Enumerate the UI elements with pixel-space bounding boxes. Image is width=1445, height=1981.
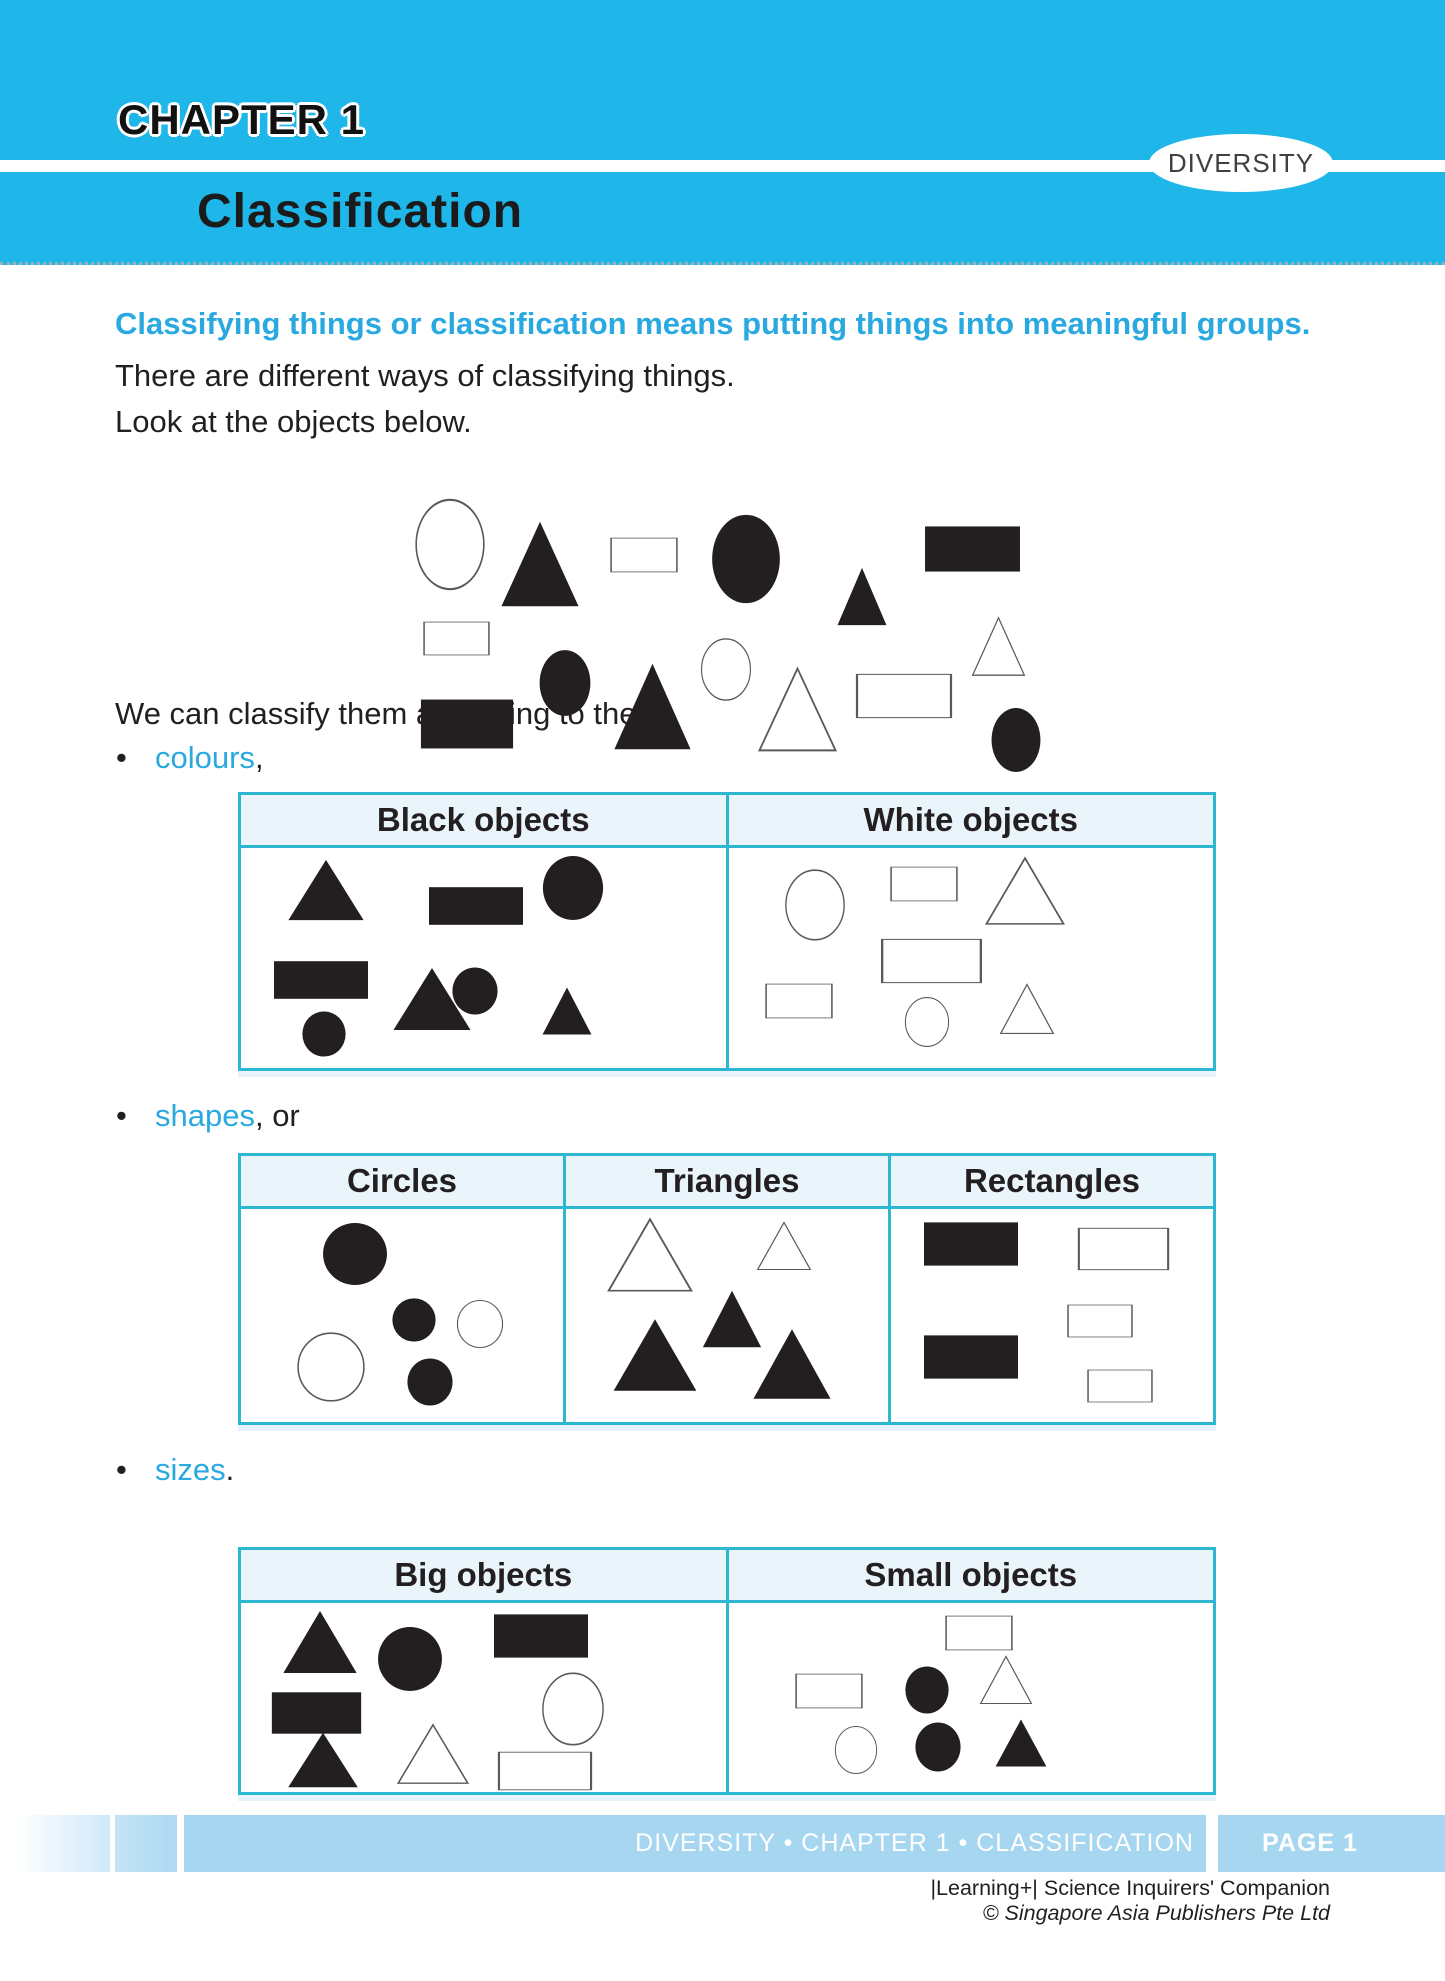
big-black-rectangle: [426, 886, 526, 926]
small-black-circle: [391, 1297, 437, 1343]
bullet-suffix: , or: [254, 1098, 300, 1133]
small-white-rectangle: [609, 537, 679, 573]
big-black-triangle: [286, 858, 366, 922]
footer-gradient-block-1: [18, 1815, 110, 1872]
big-black-triangle: [751, 1327, 833, 1401]
big-white-rectangle: [496, 1751, 594, 1791]
header-band: [0, 0, 1445, 265]
table-shapes: [238, 1153, 1216, 1425]
big-black-circle: [321, 1221, 389, 1287]
small-white-rectangle: [1066, 1304, 1134, 1338]
small-white-rectangle: [794, 1673, 864, 1709]
small-black-circle: [301, 1010, 347, 1058]
small-white-triangle: [999, 983, 1055, 1035]
big-white-circle: [541, 1671, 605, 1747]
small-white-triangle: [971, 616, 1026, 677]
big-black-rectangle: [491, 1613, 591, 1659]
small-black-triangle: [836, 566, 888, 627]
big-white-triangle: [396, 1723, 470, 1785]
cell-white-objects: [729, 848, 1214, 1068]
header-big-objects: Big objects: [241, 1550, 729, 1600]
page-title: Classification: [197, 185, 524, 238]
small-white-triangle: [756, 1221, 812, 1271]
small-white-triangle: [979, 1655, 1033, 1705]
header-small-objects: Small objects: [864, 1556, 1078, 1593]
footer-gradient-block-2: [115, 1815, 177, 1872]
small-white-rectangle: [889, 866, 959, 902]
intro-line2: There are different ways of classifying things.: [115, 358, 735, 393]
table-colours-body: [241, 848, 1213, 1068]
small-white-circle: [700, 637, 752, 702]
big-black-triangle: [391, 966, 473, 1032]
bullet-dot: •: [116, 1098, 127, 1133]
small-white-rectangle: [422, 621, 491, 656]
big-black-triangle: [286, 1731, 360, 1789]
bullet-dot: •: [116, 1452, 127, 1487]
big-white-triangle: [606, 1217, 694, 1293]
big-white-circle: [784, 868, 846, 942]
small-white-circle: [456, 1299, 504, 1349]
bullet-shapes: [116, 1098, 300, 1134]
cell-black-objects: [241, 848, 729, 1068]
table-sizes-header-row: [241, 1550, 1213, 1603]
cell-small-objects: [729, 1603, 1214, 1792]
small-black-triangle: [541, 986, 593, 1036]
strand-badge: DIVERSITY: [1149, 134, 1333, 192]
big-white-circle: [414, 497, 486, 592]
scattered-objects-illustration: [400, 480, 1060, 780]
footer-page-number: PAGE 1: [1218, 1815, 1445, 1872]
header-rectangles: Rectangles: [963, 1162, 1141, 1199]
small-white-rectangle: [764, 983, 834, 1019]
header-black-objects: Black objects: [241, 795, 729, 845]
big-black-circle: [710, 512, 782, 606]
big-black-rectangle: [921, 1221, 1021, 1267]
big-white-triangle: [757, 666, 838, 753]
table-shapes-body: [241, 1209, 1213, 1422]
big-black-circle: [541, 854, 605, 922]
cell-circles: [241, 1209, 566, 1422]
small-black-triangle: [994, 1718, 1048, 1768]
big-black-rectangle: [921, 1334, 1021, 1380]
small-white-circle: [904, 996, 950, 1048]
header-circles: Circles: [241, 1156, 566, 1206]
bullet-suffix: .: [225, 1452, 235, 1487]
chapter-label: CHAPTER 1: [118, 96, 366, 143]
big-white-rectangle: [879, 938, 984, 984]
big-black-rectangle: [269, 1691, 364, 1735]
table-sizes: [238, 1547, 1216, 1795]
table-colours-header-row: [241, 795, 1213, 848]
big-black-triangle: [611, 1317, 699, 1393]
big-black-circle: [376, 1625, 444, 1693]
publisher-credit: [930, 1876, 1330, 1926]
footer-bar: [0, 1815, 1445, 1872]
table-colours: [238, 792, 1216, 1071]
small-white-rectangle: [944, 1615, 1014, 1651]
bullet-sizes: [116, 1452, 234, 1488]
big-white-rectangle: [1076, 1227, 1171, 1271]
bullet-suffix: ,: [254, 740, 264, 775]
big-white-triangle: [984, 856, 1066, 926]
cell-triangles: [566, 1209, 891, 1422]
bullet-keyword-shapes: shapes: [155, 1098, 255, 1133]
bullet-colours: [116, 740, 264, 776]
big-black-rectangle: [271, 960, 371, 1000]
small-black-circle: [914, 1721, 962, 1773]
bullet-keyword-colours: colours: [155, 740, 255, 775]
small-black-circle: [406, 1357, 454, 1407]
credit-copyright: © Singapore Asia Publishers Pte Ltd: [982, 1901, 1330, 1925]
footer-breadcrumb: DIVERSITY • CHAPTER 1 • CLASSIFICATION: [184, 1815, 1206, 1872]
bullet-keyword-sizes: sizes: [155, 1452, 226, 1487]
credit-series: |Learning+| Science Inquirers' Companion: [930, 1876, 1330, 1900]
header-white-objects: White objects: [863, 801, 1079, 838]
big-black-rectangle: [922, 525, 1023, 573]
cell-big-objects: [241, 1603, 729, 1792]
intro-line3: Look at the objects below.: [115, 404, 472, 439]
small-white-rectangle: [1086, 1369, 1154, 1403]
header-triangles: Triangles: [566, 1156, 891, 1206]
big-white-rectangle: [854, 673, 954, 719]
big-white-circle: [296, 1331, 366, 1403]
small-black-circle: [990, 706, 1042, 774]
intro-lead: Classifying things or classification means putting things into meaningful groups.: [115, 306, 1311, 341]
table-shapes-header-row: [241, 1156, 1213, 1209]
cell-rectangles: [891, 1209, 1213, 1422]
classify-intro: We can classify them according to their: [115, 696, 654, 731]
big-black-triangle: [281, 1609, 359, 1675]
bullet-dot: •: [116, 740, 127, 775]
big-black-triangle: [499, 519, 581, 609]
table-sizes-body: [241, 1603, 1213, 1792]
small-white-circle: [834, 1725, 878, 1775]
small-black-circle: [904, 1665, 950, 1715]
